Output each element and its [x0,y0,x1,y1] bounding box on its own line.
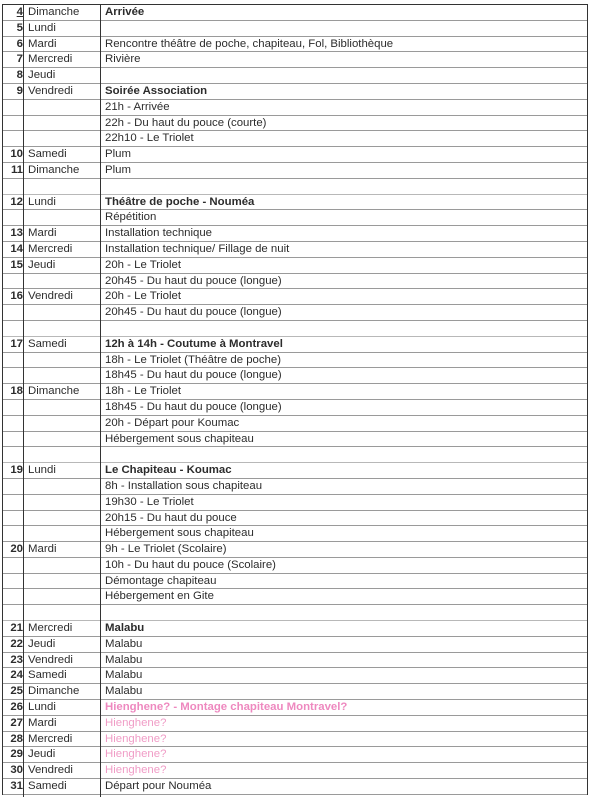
event-text: 20h45 - Du haut du pouce (longue) [105,274,282,287]
schedule-row [3,779,587,795]
schedule-row [3,116,587,132]
weekday: Samedi [28,148,67,161]
schedule-row [3,242,587,258]
weekday: Mercredi [28,242,73,255]
schedule-row [3,732,587,748]
schedule-row [3,637,587,653]
date-number: 31 [10,780,23,793]
date-number: 23 [10,653,23,666]
schedule-row [3,668,587,684]
event-text: Départ pour Nouméa [105,780,212,793]
date-number: 24 [10,669,23,682]
event-text: 19h30 - Le Triolet [105,495,194,508]
schedule-row [3,21,587,37]
schedule-row [3,226,587,242]
schedule-row [3,37,587,53]
weekday: Jeudi [28,258,56,271]
schedule-row [3,621,587,637]
schedule-row [3,147,587,163]
tentative-event: Hienghene? [105,732,167,745]
date-number: 7 [16,53,23,66]
event-text: Installation technique/ Fillage de nuit [105,242,290,255]
schedule-row [3,384,587,400]
schedule-row [3,353,587,369]
date-number: 4 [16,6,23,18]
date-number: 15 [10,258,23,271]
event-text: Malabu [105,669,143,682]
date-number: 6 [16,37,23,50]
date-number: 9 [16,84,23,97]
event-text: Installation technique [105,227,213,240]
event-text: Malabu [105,653,143,666]
schedule-row [3,763,587,779]
event-text: Plum [105,148,131,161]
weekday: Mercredi [28,732,73,745]
tentative-event: Hienghene? [105,748,167,761]
column-divider-day [23,4,24,797]
date-number: 5 [16,21,23,34]
weekday: Mercredi [28,53,73,66]
weekday: Jeudi [28,69,56,82]
date-number: 20 [10,543,23,556]
date-number: 30 [10,764,23,777]
weekday: Mardi [28,543,57,556]
spacer-row [3,321,587,337]
schedule-row [3,52,587,68]
event-text: 21h - Arrivée [105,100,170,113]
event-text: 20h15 - Du haut du pouce [105,511,237,524]
event-text: 18h45 - Du haut du pouce (longue) [105,369,282,382]
event-text: Le Chapiteau - Koumac [105,464,232,477]
spacer-row [3,605,587,621]
tentative-event: Hienghene? [105,764,167,777]
weekday: Vendredi [28,290,73,303]
weekday: Vendredi [28,653,73,666]
schedule-row [3,68,587,84]
date-number: 21 [10,622,23,635]
event-text: Théâtre de poche - Nouméa [105,195,255,208]
weekday: Mardi [28,37,57,50]
schedule-row [3,400,587,416]
event-text: 20h - Départ pour Koumac [105,416,240,429]
weekday: Dimanche [28,6,80,18]
date-number: 26 [10,701,23,714]
date-number: 12 [10,195,23,208]
weekday: Lundi [28,195,56,208]
event-text: 22h10 - Le Triolet [105,132,194,145]
schedule-row [3,163,587,179]
schedule-row [3,700,587,716]
weekday: Dimanche [28,163,80,176]
weekday: Samedi [28,337,67,350]
date-number: 10 [10,148,23,161]
event-text: 20h - Le Triolet [105,290,181,303]
weekday: Lundi [28,464,56,477]
tentative-event: Hienghene? - Montage chapiteau Montravel? [105,701,348,714]
tentative-event: Hienghene? [105,716,167,729]
event-text: Hébergement sous chapiteau [105,432,254,445]
date-number: 8 [16,69,23,82]
weekday: Samedi [28,780,67,793]
event-text: 18h45 - Du haut du pouce (longue) [105,400,282,413]
event-text: Malabu [105,622,145,635]
date-number: 28 [10,732,23,745]
event-text: 20h - Le Triolet [105,258,181,271]
schedule-row [3,100,587,116]
schedule-row [3,210,587,226]
schedule-row [3,289,587,305]
schedule-row [3,416,587,432]
schedule-row [3,479,587,495]
event-text: Rencontre théâtre de poche, chapiteau, Fol, Bibliothèque [105,37,394,50]
schedule-row [3,305,587,321]
weekday: Mardi [28,716,57,729]
column-divider-event [100,4,101,797]
date-number: 19 [10,464,23,477]
weekday: Mercredi [28,622,73,635]
schedule-row [3,511,587,527]
event-text: 18h - Le Triolet (Théâtre de poche) [105,353,282,366]
event-text: Répétition [105,211,157,224]
event-text: Malabu [105,685,143,698]
date-number: 25 [10,685,23,698]
schedule-row [3,653,587,669]
date-number: 29 [10,748,23,761]
date-number: 11 [10,163,23,176]
event-text: Hébergement sous chapiteau [105,527,254,540]
weekday: Jeudi [28,637,56,650]
schedule-row [3,463,587,479]
schedule-row [3,195,587,211]
event-text: Malabu [105,637,143,650]
weekday: Dimanche [28,685,80,698]
weekday: Jeudi [28,748,56,761]
spacer-row [3,179,587,195]
schedule-row [3,558,587,574]
event-text: Plum [105,163,131,176]
spacer-row [3,447,587,463]
schedule-row [3,432,587,448]
event-text: 10h - Du haut du pouce (Scolaire) [105,558,276,571]
event-text: 12h à 14h - Coutume à Montravel [105,337,283,350]
schedule-row [3,589,587,605]
event-text: 22h - Du haut du pouce (courte) [105,116,267,129]
weekday: Lundi [28,21,56,34]
weekday: Samedi [28,669,67,682]
weekday: Vendredi [28,84,73,97]
schedule-row [3,574,587,590]
event-text: Rivière [105,53,141,66]
schedule-row [3,337,587,353]
schedule-table [2,4,588,795]
date-number: 22 [10,637,23,650]
schedule-row [3,542,587,558]
date-number: 18 [10,385,23,398]
schedule-row [3,747,587,763]
schedule-row [3,716,587,732]
event-text: Arrivée [105,6,145,18]
event-text: 18h - Le Triolet [105,385,181,398]
schedule-row [3,5,587,21]
schedule-row [3,368,587,384]
date-number: 14 [10,242,23,255]
weekday: Lundi [28,701,56,714]
event-text: Soirée Association [105,84,208,97]
schedule-row [3,526,587,542]
schedule-row [3,258,587,274]
event-text: Hébergement en Gite [105,590,214,603]
weekday: Vendredi [28,764,73,777]
weekday: Mardi [28,227,57,240]
schedule-row [3,131,587,147]
date-number: 13 [10,227,23,240]
schedule-row [3,274,587,290]
schedule-row [3,495,587,511]
event-text: 20h45 - Du haut du pouce (longue) [105,306,282,319]
weekday: Dimanche [28,385,80,398]
event-text: 9h - Le Triolet (Scolaire) [105,543,227,556]
date-number: 27 [10,716,23,729]
schedule-row [3,684,587,700]
schedule-row [3,84,587,100]
date-number: 17 [10,337,23,350]
event-text: Démontage chapiteau [105,574,217,587]
event-text: 8h - Installation sous chapiteau [105,479,263,492]
date-number: 16 [10,290,23,303]
